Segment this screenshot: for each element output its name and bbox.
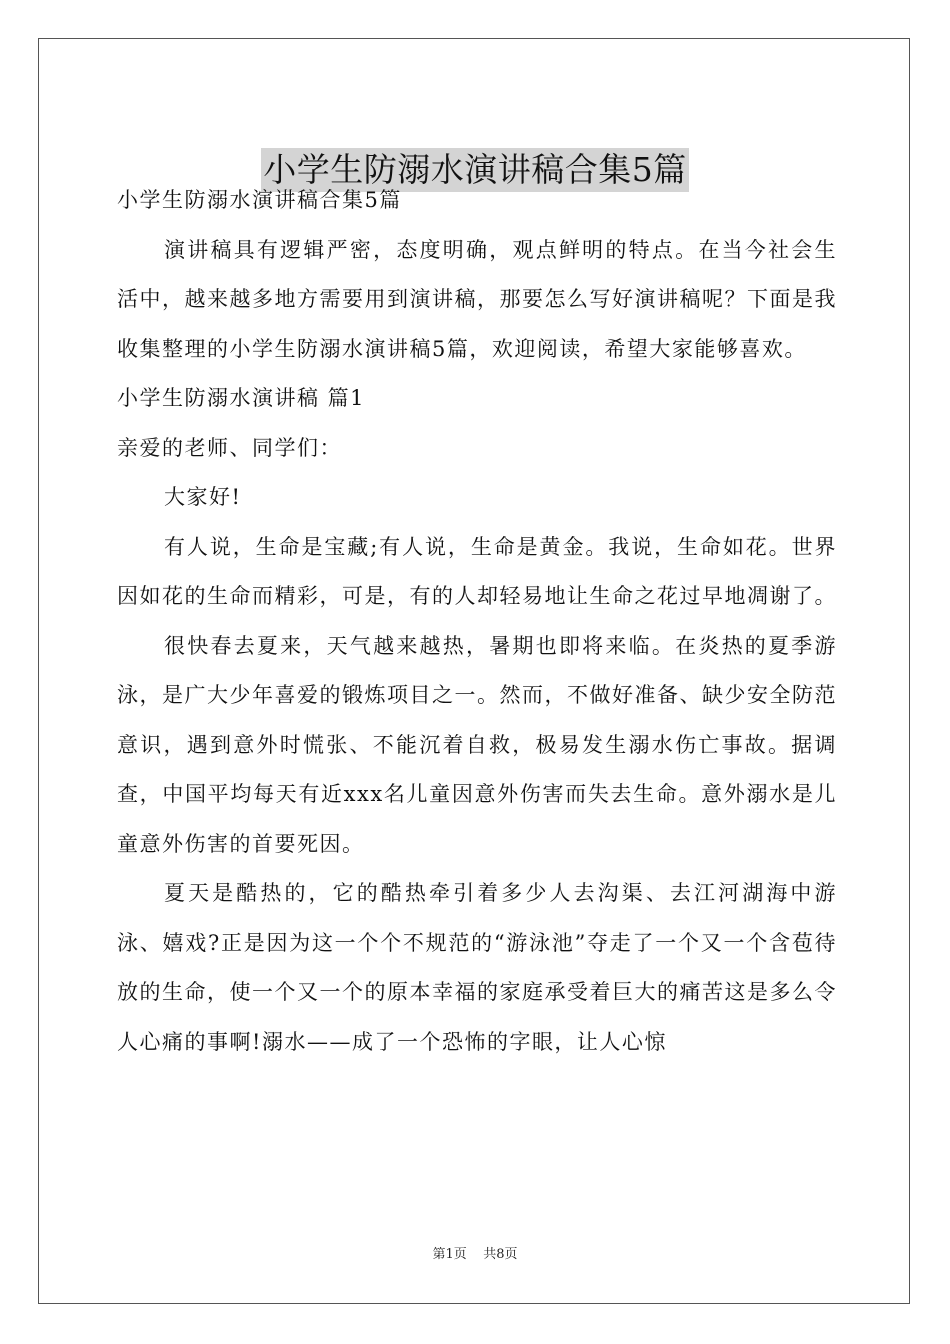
page-footer (0, 1246, 950, 1264)
salutation: 亲爱的老师、同学们： (117, 435, 342, 460)
page-number: 第1页 (432, 1247, 467, 1262)
paragraph: 很快春去夏来，天气越来越热，暑期也即将来临。在炎热的夏季游泳，是广大少年喜爱的锻炼项目之一。然而，不做好准备、缺少安全防范意识，遇到意外时慌张、不能沉着自救，极易发生溺水伤亡事故。据调查，中国平均每天有近xxx名儿童因意外伤害而失去生命。意外溺水是儿童意外伤害的首要死因。 (117, 633, 837, 856)
page-total: 共8页 (483, 1247, 518, 1262)
paragraph: 夏天是酷热的，它的酷热牵引着多少人去沟渠、去江河湖海中游泳、嬉戏?正是因为这一个个不规范的“游泳池”夺走了一个又一个含苞待放的生命，使一个又一个的原本幸福的家庭承受着巨大的痛苦这是多么令人心痛的事啊!溺水——成了一个恐怖的字眼，让人心惊 (117, 881, 837, 1054)
paragraph: 小学生防溺水演讲稿合集5篇 (117, 188, 402, 212)
footer-spacer (467, 1247, 484, 1262)
section-heading: 小学生防溺水演讲稿 篇1 (117, 386, 366, 410)
document-body (117, 176, 837, 1067)
greeting: 大家好! (164, 485, 242, 509)
document-title: 小学生防溺水演讲稿合集5篇 (261, 148, 689, 192)
paragraph: 有人说，生命是宝藏;有人说，生命是黄金。我说，生命如花。世界因如花的生命而精彩，可是，有的人却轻易地让生命之花过早地凋谢了。 (117, 534, 837, 608)
paragraph: 演讲稿具有逻辑严密，态度明确，观点鲜明的特点。在当今社会生活中，越来越多地方需要用到演讲稿，那要怎么写好演讲稿呢？下面是我收集整理的小学生防溺水演讲稿5篇，欢迎阅读，希望大家能够喜欢。 (117, 237, 837, 361)
